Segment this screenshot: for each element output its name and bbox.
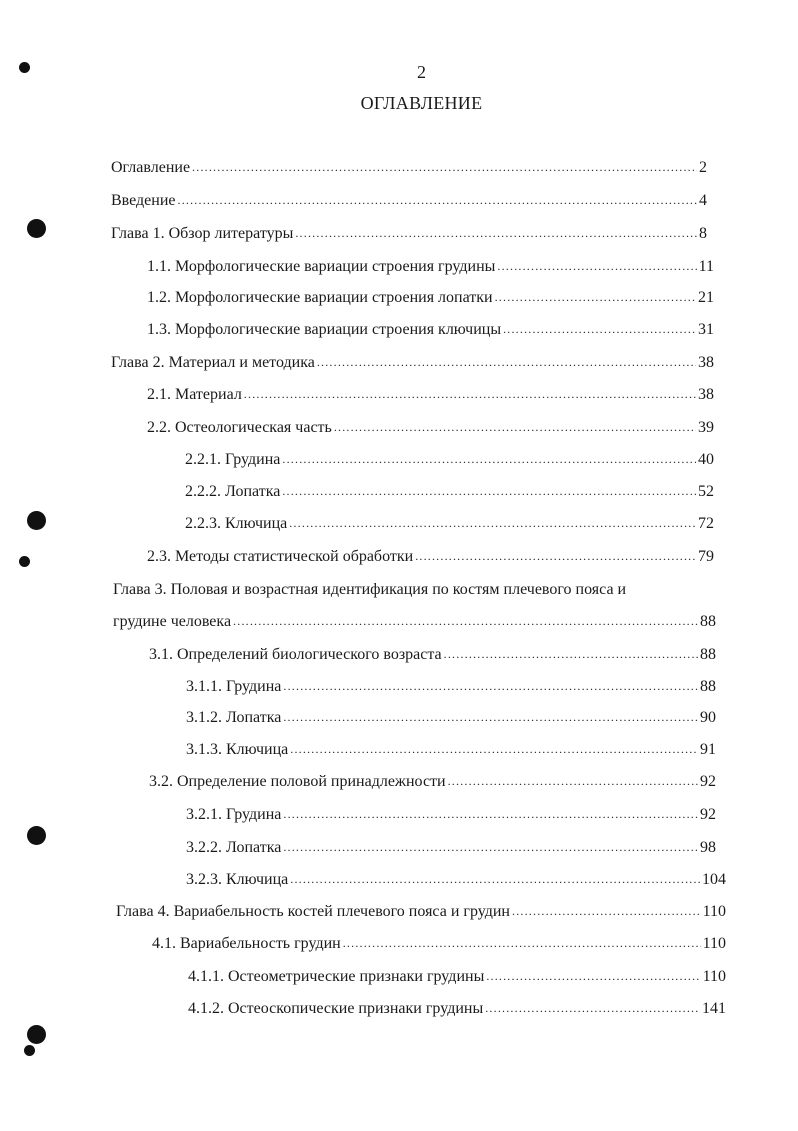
toc-entry bbox=[185, 450, 714, 470]
toc-entry bbox=[149, 645, 716, 665]
toc-entry bbox=[149, 772, 716, 792]
toc-entry-label: 3.2. Определение половой принадлежности bbox=[149, 773, 446, 790]
toc-entry-label: Введение bbox=[111, 192, 176, 209]
dot-leader bbox=[334, 417, 696, 437]
toc-entry-label: 3.1.1. Грудина bbox=[186, 678, 282, 695]
punch-hole-mark bbox=[19, 62, 30, 73]
toc-entry-label: 1.2. Морфологические вариации строения лопатки bbox=[147, 289, 493, 306]
toc-entry bbox=[147, 257, 714, 277]
toc-entry-label: 3.2.2. Лопатка bbox=[186, 839, 282, 856]
toc-entry bbox=[111, 353, 714, 373]
toc-entry-page: 79 bbox=[698, 548, 714, 565]
toc-entry-label: 3.1.3. Ключица bbox=[186, 741, 289, 758]
toc-entry-page: 88 bbox=[700, 678, 716, 695]
page-number: 2 bbox=[417, 62, 426, 82]
dot-leader bbox=[495, 287, 696, 307]
toc-entry bbox=[152, 934, 726, 954]
toc-entry-page: 40 bbox=[698, 451, 714, 468]
toc-entry-page: 110 bbox=[702, 903, 726, 920]
toc-entry-label: Оглавление bbox=[111, 159, 191, 176]
toc-entry-page: 90 bbox=[700, 709, 716, 726]
dot-leader bbox=[512, 901, 701, 921]
toc-entry bbox=[111, 158, 707, 178]
dot-leader bbox=[448, 771, 698, 791]
toc-entry-page: 31 bbox=[698, 321, 714, 338]
toc-entry bbox=[186, 805, 716, 825]
toc-entry-label: 3.2.3. Ключица bbox=[186, 871, 289, 888]
dot-leader bbox=[192, 157, 697, 177]
punch-hole-mark bbox=[27, 826, 46, 845]
toc-entry-page: 4 bbox=[699, 192, 707, 209]
toc-entry-page: 92 bbox=[700, 806, 716, 823]
toc-entry-page: 141 bbox=[702, 1000, 726, 1017]
toc-entry-page: 8 bbox=[699, 225, 707, 242]
punch-hole-mark bbox=[27, 511, 46, 530]
toc-entry bbox=[147, 385, 714, 405]
dot-leader bbox=[503, 319, 696, 339]
dot-leader bbox=[290, 869, 700, 889]
toc-entry-label: Глава 4. Вариабельность костей плечевого пояса и грудин bbox=[116, 903, 510, 920]
toc-entry bbox=[186, 677, 716, 697]
toc-entry-label: 2.2. Остеологическая часть bbox=[147, 419, 332, 436]
toc-entry bbox=[147, 288, 714, 308]
toc-entry bbox=[188, 999, 726, 1019]
dot-leader bbox=[233, 611, 698, 631]
toc-entry bbox=[147, 418, 714, 438]
toc-entry bbox=[186, 870, 726, 890]
toc-entry-label: грудине человека bbox=[113, 613, 232, 630]
toc-entry-page: 2 bbox=[699, 159, 707, 176]
toc-entry-label: 2.1. Материал bbox=[147, 386, 242, 403]
toc-entry bbox=[147, 547, 714, 567]
toc-entry-page: 104 bbox=[702, 871, 726, 888]
dot-leader bbox=[485, 998, 700, 1018]
dot-leader bbox=[343, 933, 701, 953]
toc-entry bbox=[186, 708, 716, 728]
toc-entry-label: 1.3. Морфологические вариации строения ключицы bbox=[147, 321, 502, 338]
dot-leader bbox=[486, 966, 700, 986]
dot-leader bbox=[295, 223, 697, 243]
dot-leader bbox=[290, 739, 698, 759]
toc-entry-page: 38 bbox=[698, 354, 714, 371]
dot-leader bbox=[317, 352, 696, 372]
toc-entry-label: 2.2.2. Лопатка bbox=[185, 483, 281, 500]
toc-entry-label: 2.3. Методы статистической обработки bbox=[147, 548, 414, 565]
toc-entry-label: 3.1. Определений биологического возраста bbox=[149, 646, 442, 663]
toc-entry-page: 92 bbox=[700, 773, 716, 790]
punch-hole-mark bbox=[19, 556, 30, 567]
toc-entry bbox=[186, 838, 716, 858]
dot-leader bbox=[444, 644, 698, 664]
toc-entry-label: Глава 3. Половая и возрастная идентификация по костям плечевого пояса и bbox=[113, 581, 627, 598]
toc-entry bbox=[111, 191, 707, 211]
toc-entry bbox=[111, 224, 707, 244]
toc-entry-label: 2.2.3. Ключица bbox=[185, 515, 288, 532]
toc-entry bbox=[185, 514, 714, 534]
dot-leader bbox=[178, 190, 698, 210]
toc-entry bbox=[113, 612, 716, 632]
toc-entry-label: 2.2.1. Грудина bbox=[185, 451, 281, 468]
toc-entry bbox=[186, 740, 716, 760]
toc-entry-page: 21 bbox=[698, 289, 714, 306]
toc-entry bbox=[188, 967, 726, 987]
toc-entry-page: 98 bbox=[700, 839, 716, 856]
toc-entry-page: 88 bbox=[700, 646, 716, 663]
toc-entry-page: 72 bbox=[698, 515, 714, 532]
toc-entry-page: 52 bbox=[698, 483, 714, 500]
toc-entry-label: 4.1.2. Остеоскопические признаки грудины bbox=[188, 1000, 484, 1017]
punch-hole-mark bbox=[24, 1045, 35, 1056]
punch-hole-mark bbox=[27, 219, 46, 238]
toc-entry-label: 4.1. Вариабельность грудин bbox=[152, 935, 341, 952]
dot-leader bbox=[497, 256, 696, 276]
toc-entry bbox=[116, 902, 726, 922]
toc-entry bbox=[185, 482, 714, 502]
dot-leader bbox=[283, 676, 698, 696]
toc-entry-label: Глава 1. Обзор литературы bbox=[111, 225, 294, 242]
toc-entry bbox=[147, 320, 714, 340]
toc-entry-page: 11 bbox=[698, 258, 714, 275]
toc-entry-label: 4.1.1. Остеометрические признаки грудины bbox=[188, 968, 485, 985]
dot-leader bbox=[289, 513, 696, 533]
dot-leader bbox=[244, 384, 696, 404]
toc-entry-label: 3.1.2. Лопатка bbox=[186, 709, 282, 726]
toc-entry-page: 110 bbox=[702, 968, 726, 985]
toc-entry-page: 39 bbox=[698, 419, 714, 436]
dot-leader bbox=[282, 449, 696, 469]
dot-leader bbox=[283, 804, 698, 824]
dot-leader bbox=[283, 837, 698, 857]
dot-leader bbox=[283, 707, 698, 727]
toc-entry-label: 3.2.1. Грудина bbox=[186, 806, 282, 823]
toc-entry-label: 1.1. Морфологические вариации строения грудины bbox=[147, 258, 496, 275]
punch-hole-mark bbox=[27, 1025, 46, 1044]
toc-entry-page: 110 bbox=[702, 935, 726, 952]
toc-title: ОГЛАВЛЕНИЕ bbox=[360, 93, 483, 113]
toc-entry-page: 91 bbox=[700, 741, 716, 758]
toc-entry-page: 88 bbox=[700, 613, 716, 630]
toc-entry-label: Глава 2. Материал и методика bbox=[111, 354, 315, 371]
dot-leader bbox=[282, 481, 696, 501]
toc-entry-page: 38 bbox=[698, 386, 714, 403]
dot-leader bbox=[415, 546, 696, 566]
